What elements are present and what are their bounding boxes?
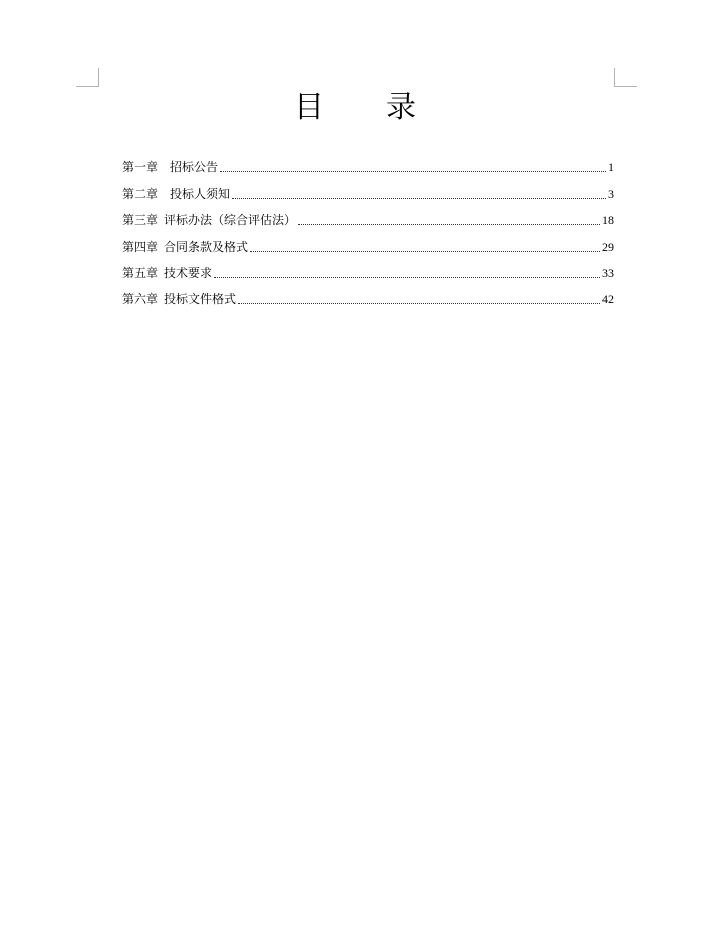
toc-page-number: 29 xyxy=(602,239,614,254)
toc-dot-leader xyxy=(238,303,600,304)
toc-page-number: 33 xyxy=(602,265,614,280)
toc-page-number: 1 xyxy=(608,160,614,175)
toc-entry-label xyxy=(122,183,230,205)
toc-entry-label xyxy=(122,262,212,284)
page-title-char-1: 目 xyxy=(294,90,324,125)
toc-dot-leader xyxy=(214,277,600,278)
toc-entry[interactable] xyxy=(122,231,614,257)
toc-page-number: 18 xyxy=(602,213,614,228)
toc-chapter-title: 招标公告 xyxy=(170,160,219,175)
toc-chapter-number: 第五章 xyxy=(122,265,159,280)
toc-entry[interactable] xyxy=(122,152,614,178)
toc-entry[interactable] xyxy=(122,258,614,284)
toc-entry[interactable] xyxy=(122,205,614,231)
page-corner-mark-top-right xyxy=(614,68,637,87)
toc-entry[interactable] xyxy=(122,178,614,204)
toc-entry-label xyxy=(122,236,248,258)
table-of-contents xyxy=(122,152,614,310)
toc-entry-label xyxy=(122,156,218,178)
toc-dot-leader xyxy=(298,224,600,225)
toc-chapter-number: 第一章 xyxy=(122,160,159,175)
toc-chapter-title: 投标文件格式 xyxy=(164,292,237,307)
toc-page-number: 42 xyxy=(602,292,614,307)
toc-chapter-title: 技术要求 xyxy=(164,265,213,280)
toc-dot-leader xyxy=(232,198,606,199)
toc-dot-leader xyxy=(220,171,606,172)
toc-chapter-title: 投标人须知 xyxy=(170,186,231,201)
toc-chapter-number: 第六章 xyxy=(122,292,159,307)
toc-chapter-number: 第三章 xyxy=(122,213,159,228)
toc-chapter-number: 第四章 xyxy=(122,239,159,254)
toc-chapter-number: 第二章 xyxy=(122,186,159,201)
toc-entry-label xyxy=(122,288,236,310)
page-corner-mark-top-left xyxy=(76,68,99,87)
page-title-char-2: 录 xyxy=(386,90,416,125)
page-title xyxy=(0,88,710,128)
toc-entry-label xyxy=(122,209,296,231)
toc-chapter-title: 评标办法（综合评估法） xyxy=(164,213,297,228)
toc-page-number: 3 xyxy=(608,186,614,201)
toc-dot-leader xyxy=(250,251,600,252)
toc-entry[interactable] xyxy=(122,284,614,310)
toc-chapter-title: 合同条款及格式 xyxy=(164,239,249,254)
